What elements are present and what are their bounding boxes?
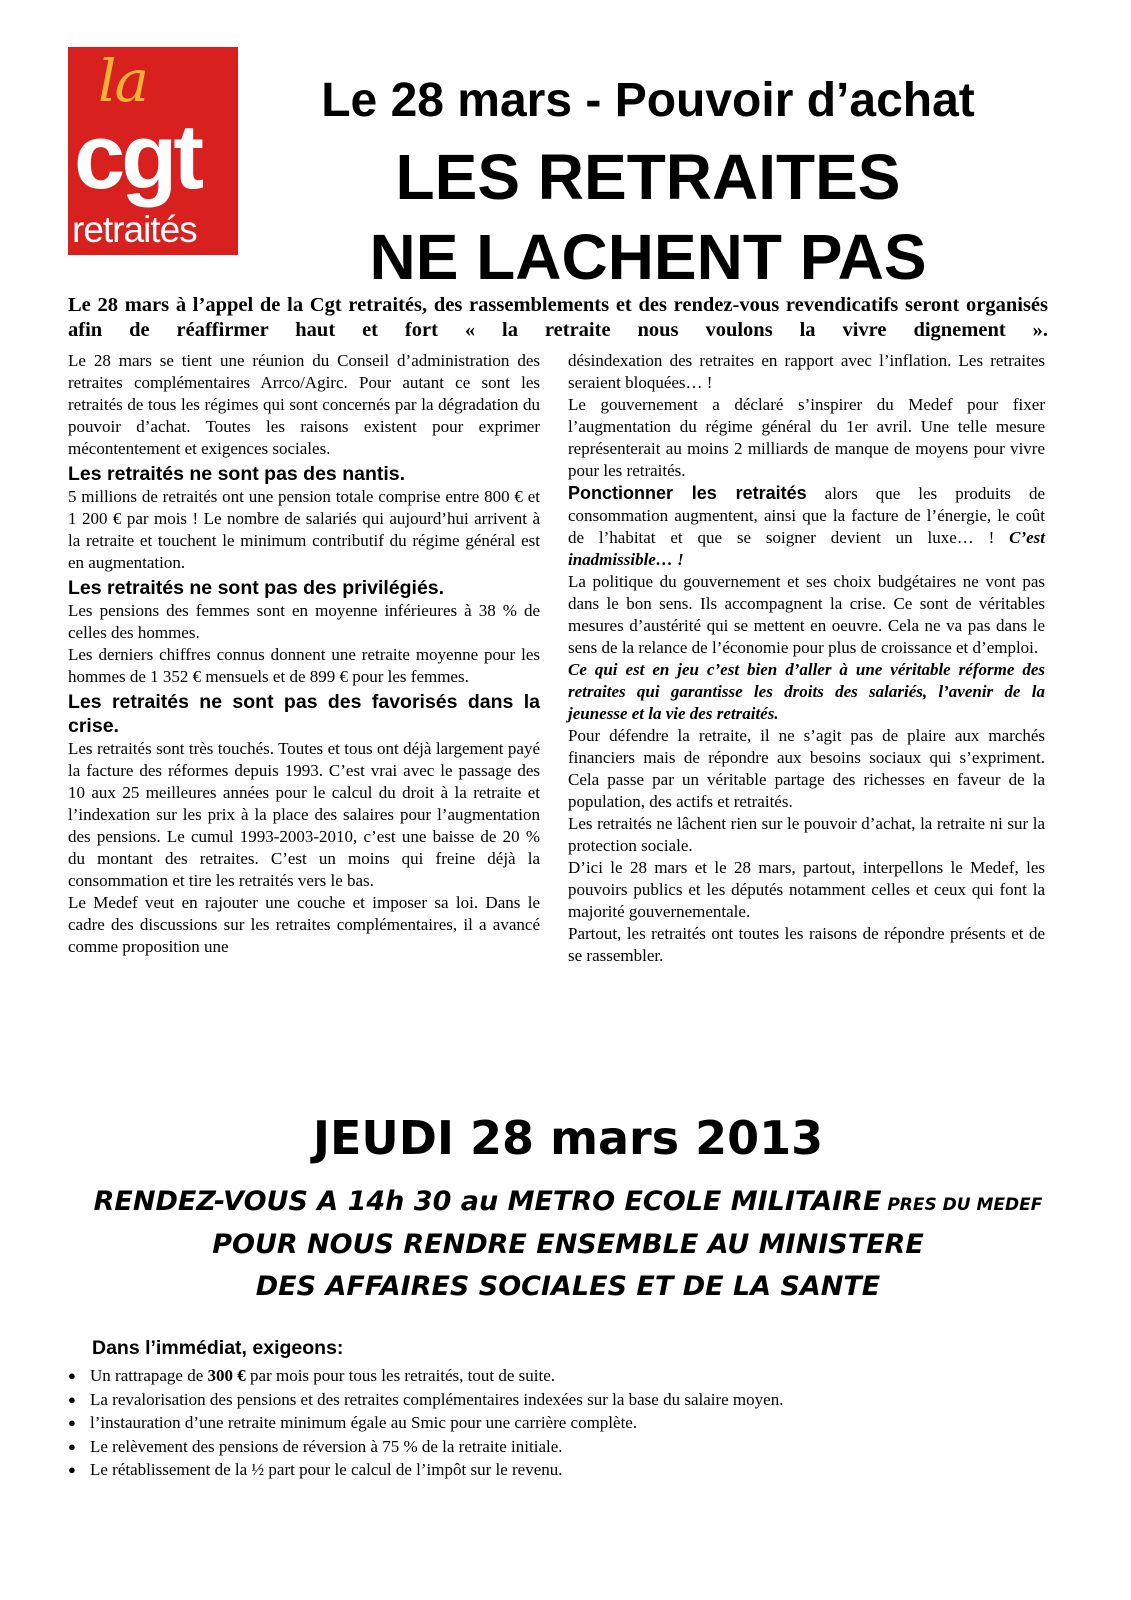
logo-retraites-text: retraités — [72, 209, 197, 250]
paragraph: Les retraités sont très touchés. Toutes et tous ont déjà largement payé la facture des réformes depuis 1993. C’est vrai avec le passage des 10 aux 25 meilleures années pour le calcul du droit à la retraite et l’indexation sur les prix à la place des salaires pour l’augmentation des pensions. Le cumul 1993-2003-2010, c’est une baisse de 20 % du montant des retraites. C’est un moins qui freine déjà la consommation et tire les retraités vers le bas. — [68, 739, 540, 890]
intro-paragraph: Le 28 mars à l’appel de la Cgt retraités, des rassemblements et des rendez-vous revendicatifs seront organisés afin de réaffirmer haut et fort « la retraite nous voulons la vivre dignement ». — [68, 294, 1048, 341]
paragraph: désindexation des retraites en rapport avec l’inflation. Les retraites seraient bloquées… ! — [568, 351, 1045, 392]
list-item-amount: 300 € — [207, 1366, 246, 1385]
headline-date: Le 28 mars - Pouvoir d’achat — [321, 74, 975, 127]
paragraph — [568, 482, 1045, 571]
right-column — [568, 350, 1045, 967]
bullet-icon: ● — [68, 1462, 76, 1477]
event-destination-2: DES AFFAIRES SOCIALES ET DE LA SANTE — [255, 1271, 881, 1302]
list-item — [68, 1435, 1048, 1459]
paragraph: Le gouvernement a déclaré s’inspirer du Medef pour fixer l’augmentation du régime général du 1er avril. Une telle mesure représenterait au moins 2 milliards de manque de moyens pour vivre pour les retraités. — [568, 395, 1045, 480]
logo-la-text: la — [98, 47, 148, 115]
paragraph: 5 millions de retraités ont une pension totale comprise entre 800 € et 1 200 € par mois ! Le nombre de salariés qui aujourd’hui arrivent à la retraite et touchent le minimum contributif du régime général est en augmentation. — [68, 487, 540, 572]
list-item-text: l’instauration d’une retraite minimum égale au Smic pour une carrière complète. — [90, 1413, 638, 1432]
paragraph: Les pensions des femmes sont en moyenne inférieures à 38 % de celles des hommes. — [68, 601, 540, 642]
list-item-text: La revalorisation des pensions et des retraites complémentaires indexées sur la base du salaire moyen. — [90, 1389, 784, 1409]
paragraph: La politique du gouvernement et ses choix budgétaires ne vont pas dans le bon sens. Ils accompagnent la crise. Ce sont de véritables mesures d’austérité qui se mettent en oeuvre. Cela ne va pas dans le sens de la relance de l’économie pour plus de croissance et d’emploi. — [568, 572, 1045, 657]
event-meeting-main: RENDEZ-VOUS A 14h 30 au METRO ECOLE MILITAIRE — [93, 1186, 882, 1217]
list-item — [68, 1411, 1048, 1435]
list-item-text: par mois pour tous les retraités, tout de suite. — [245, 1366, 556, 1385]
event-meeting-note: PRES DU MEDEF — [881, 1195, 1043, 1215]
list-item — [68, 1458, 1048, 1482]
list-item — [68, 1388, 1048, 1412]
cgt-retraites-logo — [68, 47, 238, 255]
bullet-icon: ● — [68, 1391, 76, 1407]
paragraph: Le Medef veut en rajouter une couche et imposer sa loi. Dans le cadre des discussions sur les retraites complémentaires, il a avancé comme proposition une — [68, 893, 540, 956]
bullet-icon: ● — [68, 1415, 76, 1430]
paragraph: Pour défendre la retraite, il ne s’agit pas de plaire aux marchés financiers mais de répondre aux besoins sociaux qui s’expriment. Cela passe par un véritable partage des richesses en faveur de la population, des actifs et retraités. — [568, 726, 1045, 811]
list-item-text: Le relèvement des pensions de réversion à 75 % de la retraite initiale. — [90, 1436, 563, 1456]
list-item-text: Un rattrapage de — [90, 1366, 208, 1385]
section-heading-privilegies: Les retraités ne sont pas des privilégiés. — [68, 577, 445, 599]
demands-list — [68, 1364, 1048, 1482]
left-column — [68, 350, 540, 958]
list-item-text: Le rétablissement de la ½ part pour le calcul de l’impôt sur le revenu. — [90, 1460, 563, 1479]
event-date: JEUDI 28 mars 2013 — [312, 1111, 824, 1165]
headline-main-1: LES RETRAITES — [395, 141, 901, 213]
event-destination-1: POUR NOUS RENDRE ENSEMBLE AU MINISTERE — [212, 1229, 924, 1260]
inline-heading-ponctionner: Ponctionner les retraités — [568, 483, 807, 503]
bullet-icon: ● — [68, 1368, 76, 1383]
section-heading-nantis: Les retraités ne sont pas des nantis. — [68, 463, 406, 485]
emphasis-text: C’est inadmissible… ! — [568, 528, 1045, 569]
event-meeting-point — [68, 1182, 1068, 1225]
demands-heading: Dans l’immédiat, exigeons: — [92, 1337, 344, 1359]
paragraph-text: alors que les produits de consommation augmentent, ainsi que la facture de l’énergie, le coût de l’habitat et que se soigner devient un luxe… ! — [568, 484, 1045, 547]
section-heading-favorises: Les retraités ne sont pas des favorisés dans la crise. — [68, 691, 540, 737]
paragraph: Les retraités ne lâchent rien sur le pouvoir d’achat, la retraite ni sur la protection sociale. — [568, 814, 1045, 855]
bullet-icon: ● — [68, 1438, 76, 1454]
paragraph: Les derniers chiffres connus donnent une retraite moyenne pour les hommes de 1 352 € mensuels et de 899 € pour les femmes. — [68, 645, 540, 686]
logo-cgt-text: cgt — [74, 106, 200, 208]
headline-main-2: NE LACHENT PAS — [369, 221, 927, 293]
paragraph: D’ici le 28 mars et le 28 mars, partout, interpellons le Medef, les pouvoirs publics et les députés notamment celles et ceux qui font la majorité gouvernementale. — [568, 858, 1045, 921]
list-item — [68, 1364, 1048, 1388]
emphasis-paragraph: Ce qui est en jeu c’est bien d’aller à une véritable réforme des retraites qui garantisse les droits des salariés, l’avenir de la jeunesse et la vie des retraités. — [568, 660, 1045, 723]
paragraph: Partout, les retraités ont toutes les raisons de répondre présents et de se rassembler. — [568, 924, 1045, 965]
paragraph: Le 28 mars se tient une réunion du Conseil d’administration des retraites complémentaires Arrco/Agirc. Pour autant ce sont les retraités de tous les régimes qui sont concernés par la dégradation du pouvoir d’achat. Toutes les raisons existent pour exprimer mécontentement et exigences sociales. — [68, 351, 540, 458]
